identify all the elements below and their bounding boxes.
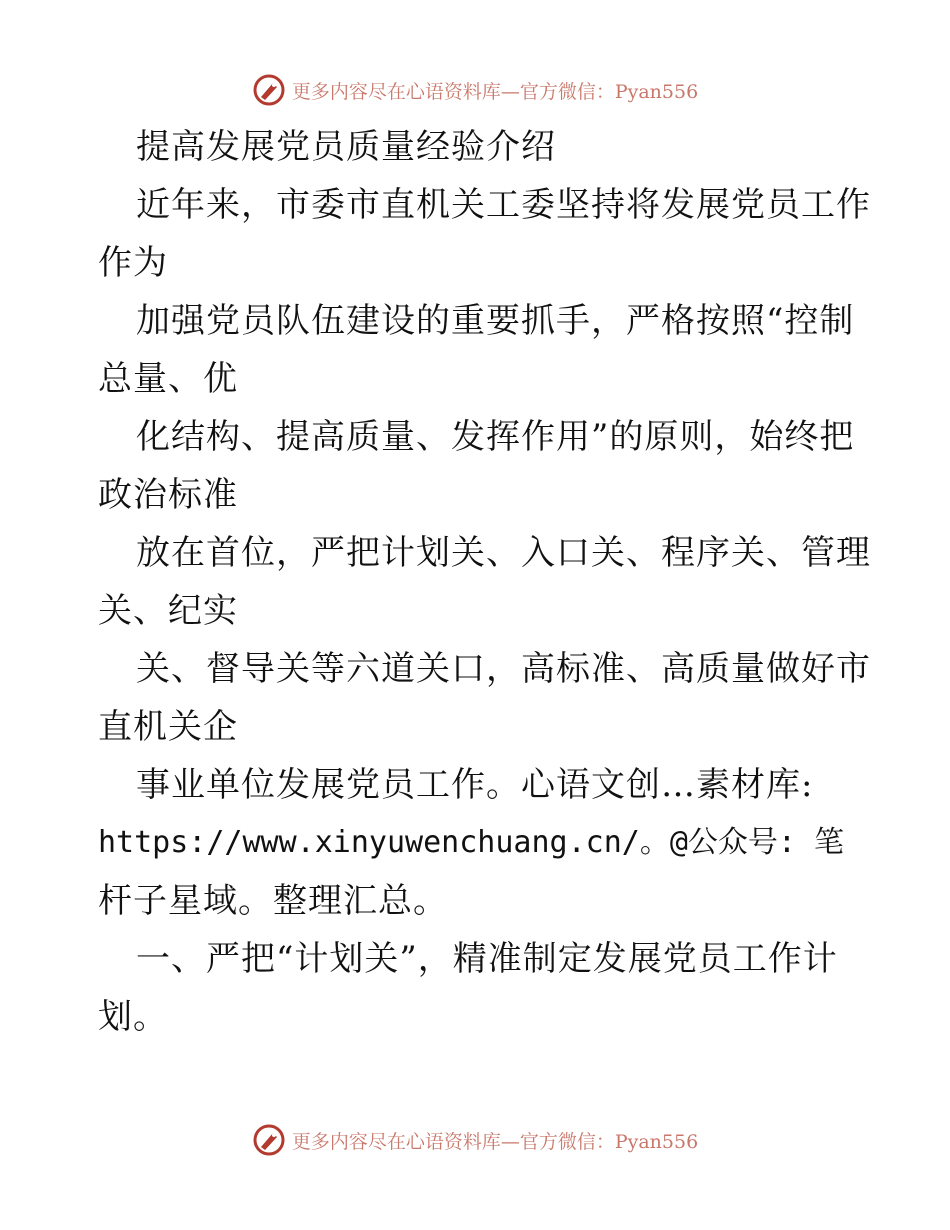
section-heading: 一、严把“计划关”，精准制定发展党员工作计 <box>136 939 838 979</box>
paragraph-line: 政治标准 <box>98 475 238 515</box>
paragraph-line: 关、督导关等六道关口，高标准、高质量做好市 <box>136 649 871 689</box>
url-line: https://www.xinyuwenchuang.cn/。@公众号: 笔 <box>98 825 845 860</box>
document-title: 提高发展党员质量经验介绍 <box>136 127 556 167</box>
paragraph-line: 加强党员队伍建设的重要抓手，严格按照“控制 <box>136 301 855 341</box>
document-body <box>98 118 871 1046</box>
paragraph-line: 作为 <box>98 243 168 283</box>
pen-logo-icon <box>252 1123 286 1157</box>
paragraph-line: 事业单位发展党员工作。心语文创…素材库: <box>136 765 814 805</box>
footer-banner <box>0 1120 950 1160</box>
paragraph-line: 近年来，市委市直机关工委坚持将发展党员工作 <box>136 185 871 225</box>
paragraph-line: 总量、优 <box>98 359 238 399</box>
paragraph-line: 放在首位，严把计划关、入口关、程序关、管理 <box>136 533 871 573</box>
footer-banner-text: 更多内容尽在心语资料库—官方微信：Pyan556 <box>291 1130 699 1153</box>
paragraph-line: 关、纪实 <box>98 591 238 631</box>
header-banner <box>0 70 950 110</box>
header-banner-text: 更多内容尽在心语资料库—官方微信：Pyan556 <box>291 80 699 103</box>
paragraph-line: 杆子星域。整理汇总。 <box>98 881 448 921</box>
paragraph-line: 划。 <box>98 997 168 1037</box>
pen-logo-icon <box>252 73 286 107</box>
paragraph-line: 直机关企 <box>98 707 238 747</box>
paragraph-line: 化结构、提高质量、发挥作用”的原则，始终把 <box>136 417 855 457</box>
